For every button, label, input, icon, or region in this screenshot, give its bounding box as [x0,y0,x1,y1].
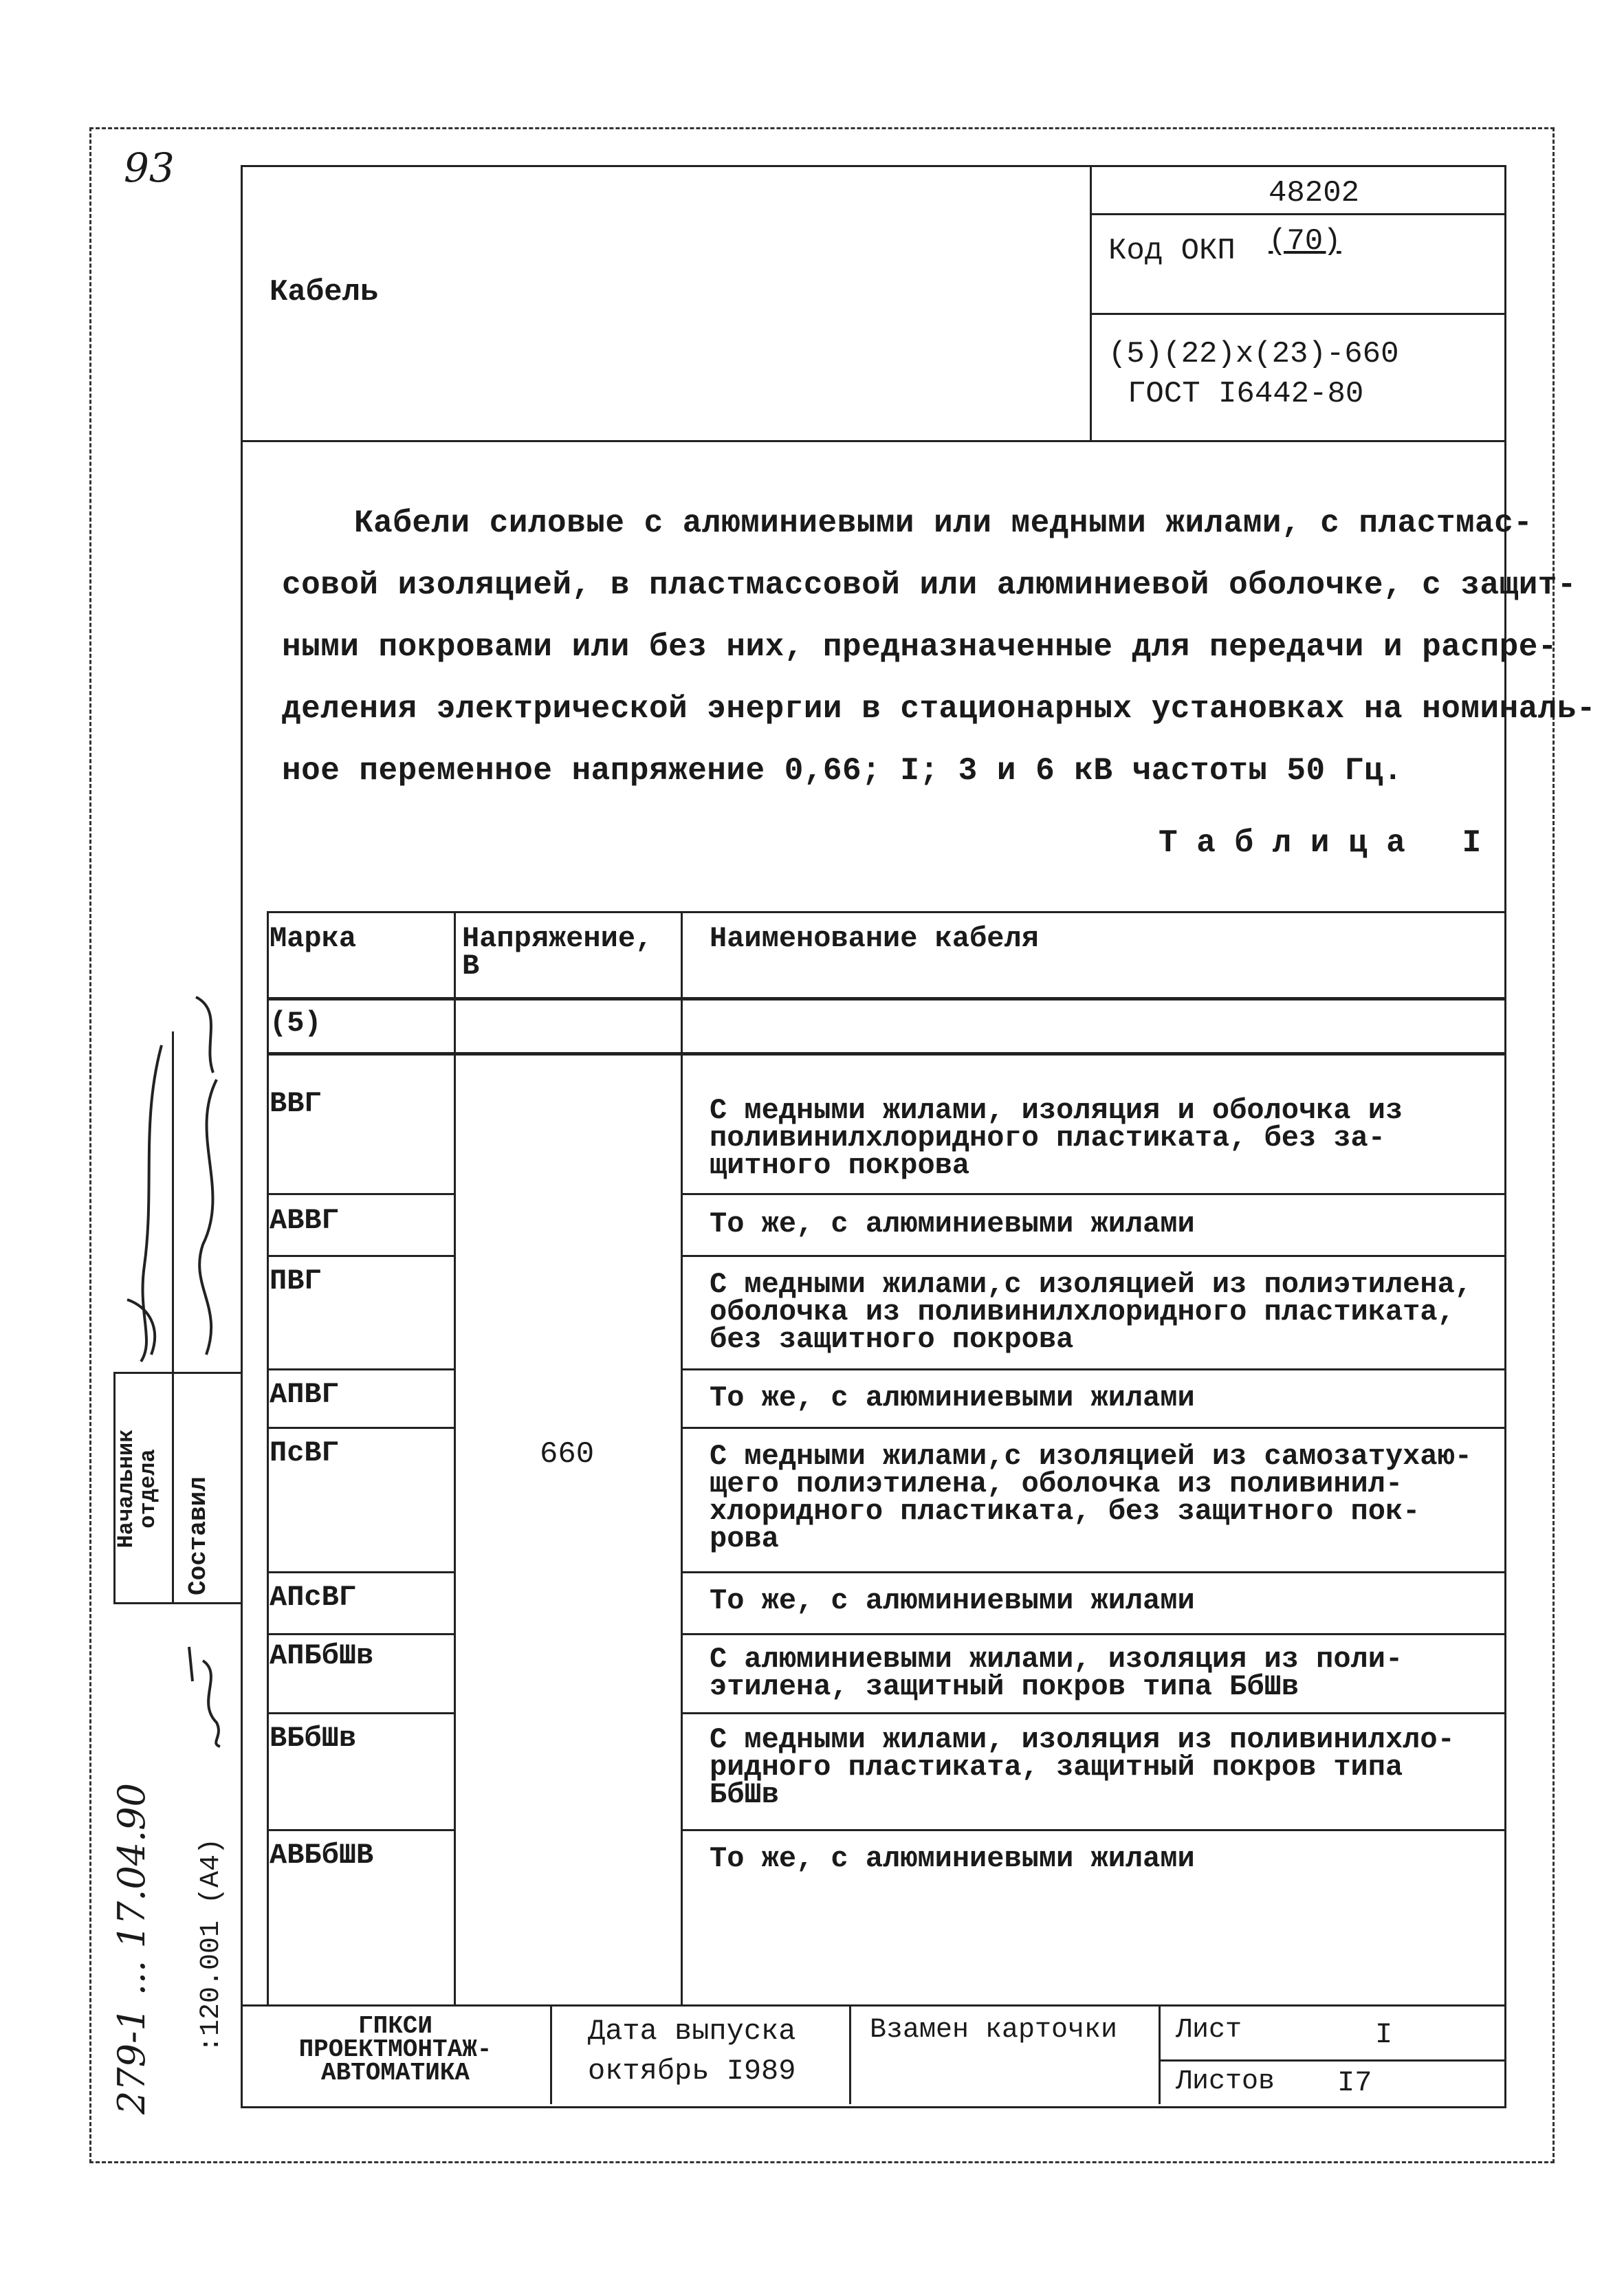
document-code: :120.001 (А4) [196,1837,227,2053]
description-line: Кабели силовые с алюминиевыми или медными жилами, с пластмас- [354,505,1533,541]
table-row-name: С алюминиевыми жилами, изоляция из поли- этилена, защитный покров типа БбШв [710,1643,1403,1703]
handwritten-registration: 279-1 ... 17.04.90 [110,1783,153,2114]
table-row-mark: ВВГ [270,1087,322,1120]
table-row-name: С медными жилами,с изоляцией из полиэтилена, оболочка из поливинилхлоридного пластиката, без защитного покрова [710,1268,1472,1356]
description-line: деления электрической энергии в стационарных установках на номиналь- [282,691,1596,727]
table-row-mark: АПсВГ [270,1581,357,1614]
signature-initials [182,1640,237,1750]
cable-designation: (5)(22)x(23)-660 [1108,337,1399,371]
table-row-name: С медными жилами,с изоляцией из самозатухаю- щего полиэтилена, оболочка из поливинил- хлоридного пластиката, без защитного пок- рова [710,1440,1472,1555]
release-date-label: Дата выпуска [588,2015,796,2048]
table-row-name: То же, с алюминиевыми жилами [710,1207,1195,1240]
table-row-mark: АПВГ [270,1378,339,1411]
replaces-card-label: Взамен карточки [870,2015,1118,2046]
card-code: 48202 [1269,176,1360,210]
table-row-mark: АПБбШв [270,1639,374,1672]
cable-standard: ГОСТ I6442-80 [1128,377,1364,411]
signature-author [175,983,241,1368]
table-row-mark: АВВГ [270,1204,339,1237]
sheet-label: Лист [1176,2015,1242,2046]
sheets-total: I7 [1337,2066,1372,2099]
table-subheader: (5) [270,1007,322,1040]
description-line: ное переменное напряжение 0,66; I; 3 и 6 кВ частоты 50 Гц. [282,753,1403,789]
table-row-name: С медными жилами, изоляция из поливинилхло- ридного пластиката, защитный покров типа БбШв [710,1723,1455,1811]
table-header-mark: Марка [270,922,357,955]
table-row-mark: ПВГ [270,1265,322,1298]
voltage-value: 660 [540,1437,595,1472]
release-date: октябрь I989 [588,2055,796,2088]
description-line: совой изоляцией, в пластмассовой или алюминиевой оболочке, с защит- [282,567,1577,603]
table-row-name: То же, с алюминиевыми жилами [710,1842,1195,1875]
table-caption: Т а б л и ц а I [1159,825,1482,861]
table-row-name: То же, с алюминиевыми жилами [710,1381,1195,1414]
head-of-department-label: Начальник отдела [113,1429,161,1549]
table-header-name: Наименование кабеля [710,922,1039,955]
product-title: Кабель [270,275,379,309]
table-header-voltage: Напряжение, В [462,922,653,983]
footer-organization: ГПКСИ ПРОЕКТМОНТАЖ- АВТОМАТИКА [298,2012,492,2087]
table-row-name: То же, с алюминиевыми жилами [710,1584,1195,1617]
sheet-number: I [1375,2018,1393,2051]
page-number: 93 [124,144,175,191]
table-row-mark: ПсВГ [270,1436,339,1469]
table-row-mark: ВБбШв [270,1722,357,1755]
sheets-label: Листов [1176,2066,1275,2097]
table-row-name: С медными жилами, изоляция и оболочка из поливинилхлоридного пластиката, без за- щитного покрова [710,1094,1403,1182]
okp-value: (70) [1269,224,1341,259]
author-label: Составил [184,1476,212,1595]
table-row-mark: АВБбШВ [270,1839,374,1872]
signature-head [113,1038,175,1368]
description-line: ными покровами или без них, предназначенные для передачи и распре- [282,629,1557,665]
okp-label: Код ОКП [1108,234,1236,268]
